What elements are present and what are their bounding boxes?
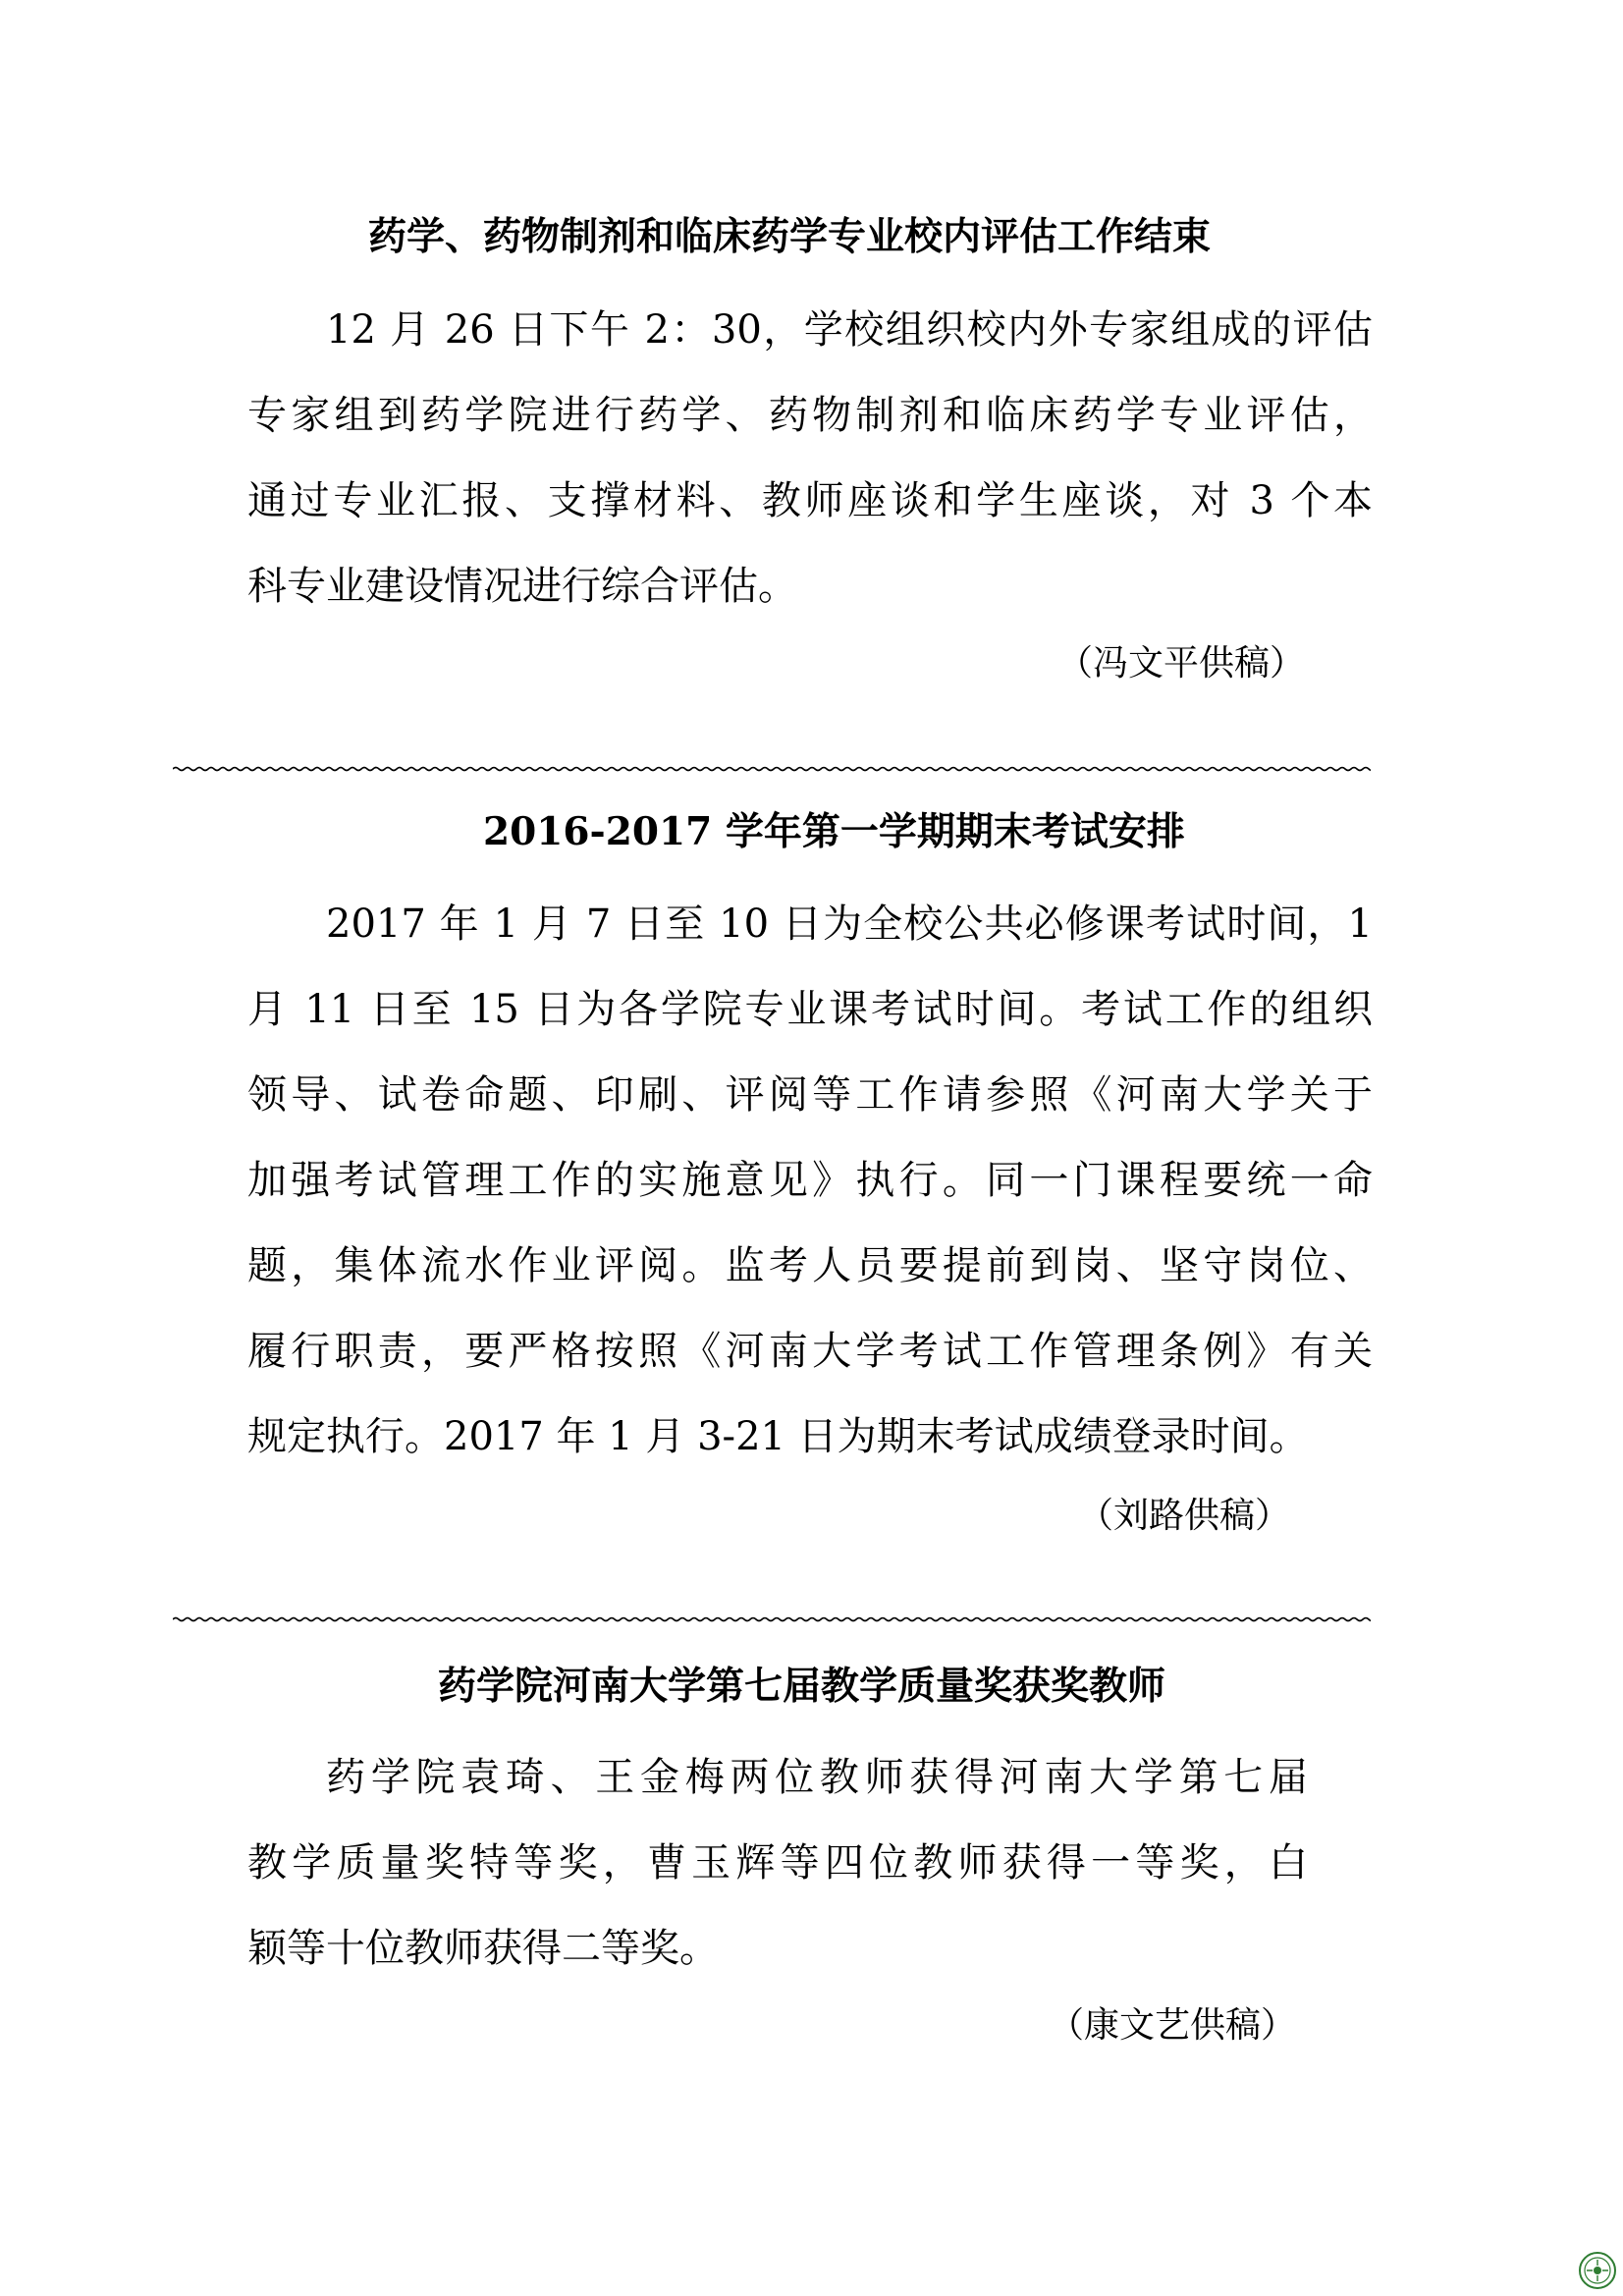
section-1-body	[247, 288, 1373, 629]
university-seal-icon	[1578, 2251, 1617, 2290]
section-1-line-4: 科专业建设情况进行综合评估。	[247, 564, 797, 609]
section-2-body	[247, 882, 1373, 1480]
section-2-line-6: 履行职责，要严格按照《河南大学考试工作管理条例》有关	[247, 1329, 1373, 1374]
wavy-divider-2	[173, 1613, 1371, 1625]
section-2-title: 2016-2017 学年第一学期期末考试安排	[483, 809, 1185, 854]
section-2-line-5: 题，集体流水作业评阅。监考人员要提前到岗、坚守岗位、	[247, 1243, 1373, 1288]
section-2-line-4: 加强考试管理工作的实施意见》执行。同一门课程要统一命	[247, 1158, 1373, 1203]
section-3-body	[247, 1735, 1308, 1992]
section-1-line-1: 12 月 26 日下午 2：30，学校组织校内外专家组成的评估	[326, 307, 1373, 353]
section-1-line-2: 专家组到药学院进行药学、药物制剂和临床药学专业评估，	[247, 393, 1373, 438]
section-3-title: 药学院河南大学第七届教学质量奖获奖教师	[438, 1664, 1166, 1709]
section-2-line-3: 领导、试卷命题、印刷、评阅等工作请参照《河南大学关于	[247, 1072, 1373, 1118]
section-2-credit: （刘路供稿）	[1078, 1496, 1291, 1536]
section-3-line-1: 药学院袁琦、王金梅两位教师获得河南大学第七届	[326, 1755, 1308, 1800]
section-1-credit: （冯文平供稿）	[1057, 643, 1306, 683]
section-2-line-2: 月 11 日至 15 日为各学院专业课考试时间。考试工作的组织	[247, 987, 1373, 1032]
section-1-line-3: 通过专业汇报、支撑材料、教师座谈和学生座谈，对 3 个本	[247, 478, 1373, 523]
section-3-line-2: 教学质量奖特等奖，曹玉辉等四位教师获得一等奖，白	[247, 1840, 1308, 1886]
section-3-credit: （康文艺供稿）	[1049, 2005, 1297, 2046]
section-2-line-1: 2017 年 1 月 7 日至 10 日为全校公共必修课考试时间，1	[326, 902, 1373, 947]
section-1-title: 药学、药物制剂和临床药学专业校内评估工作结束	[368, 214, 1212, 259]
wavy-divider-1	[173, 763, 1371, 775]
section-3-line-3: 颖等十位教师获得二等奖。	[247, 1926, 719, 1971]
section-2-line-7: 规定执行。2017 年 1 月 3-21 日为期末考试成绩登录时间。	[247, 1414, 1309, 1459]
